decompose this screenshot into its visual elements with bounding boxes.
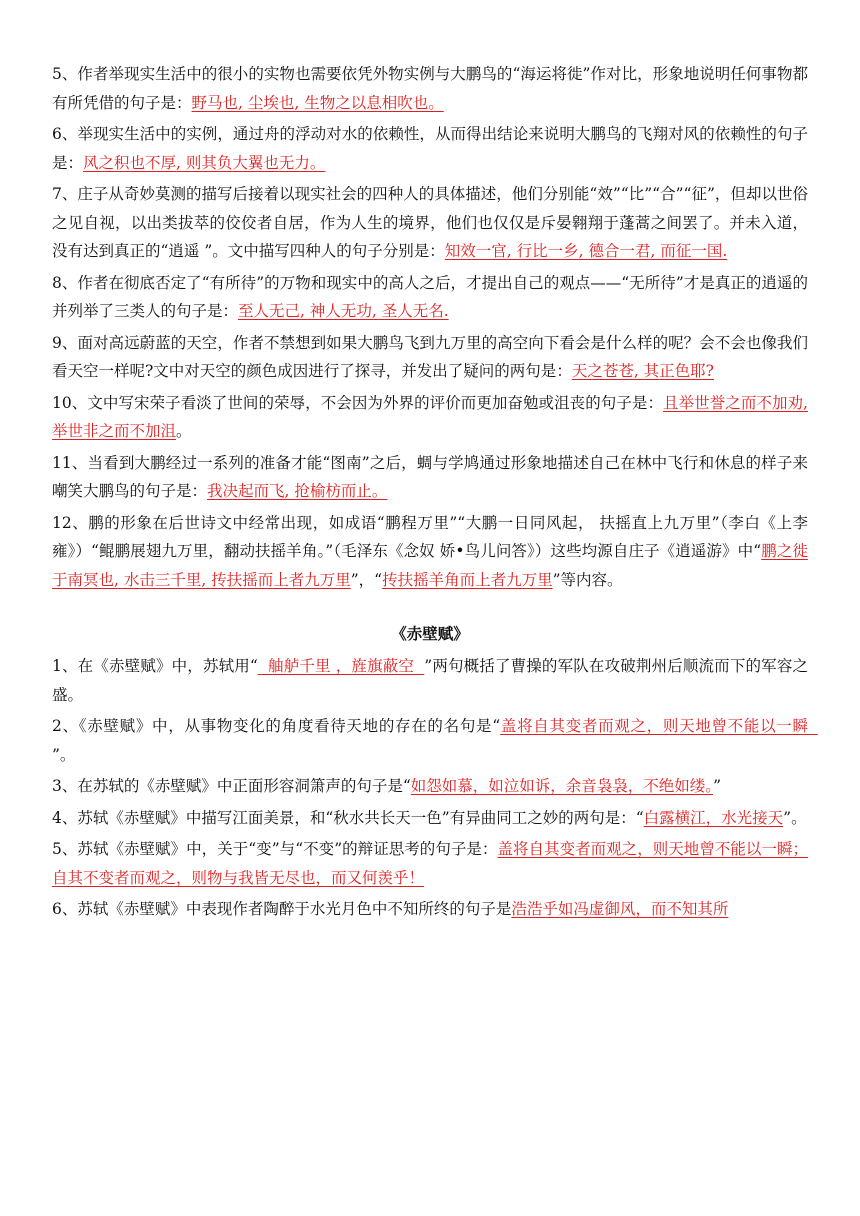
question-item bbox=[52, 835, 808, 892]
question-text: 3、在苏轼的《赤壁赋》中正面形容洞箫声的句子是“ bbox=[52, 777, 411, 795]
question-text: 6、举现实生活中的实例，通过舟的浮动对水的依赖性，从而得出结论来说明大鹏鸟的飞翔对风的依赖性的句子是： bbox=[52, 125, 808, 172]
question-text: 11、当看到大鹏经过一系列的准备才能“图南”之后，蜩与学鸠通过形象地描述自己在林中飞行和休息的样子来嘲笑大鹏鸟的句子是： bbox=[52, 453, 808, 500]
question-text: 5、作者举现实生活中的很小的实物也需要依凭外物实例与大鹏鸟的“海运将徙”作对比，形象地说明任何事物都有所凭借的句子是： bbox=[52, 65, 808, 112]
question-text: 12、鹏的形象在后世诗文中经常出现，如成语“鹏程万里”“大鹏一日同风起， 扶摇直上九万里”（李白《上李雍》）“鲲鹏展翅九万里，翻动扶摇羊角。”（毛泽东《念奴 娇•鸟儿问答》）这些均源自庄子《逍遥游》中“ bbox=[52, 513, 808, 560]
question-text: 2、《赤壁赋》中，从事物变化的角度看待天地的存在的名句是“ bbox=[52, 717, 501, 735]
question-text: 4、苏轼《赤壁赋》中描写江面美景，和“秋水共长天一色”有异曲同工之妙的两句是：“ bbox=[52, 808, 644, 827]
question-text: ”。 bbox=[783, 808, 807, 827]
question-item bbox=[52, 449, 808, 506]
question-item bbox=[52, 804, 808, 833]
question-text: ” bbox=[713, 777, 721, 795]
question-text: 8、作者在彻底否定了“有所待”的万物和现实中的高人之后，才提出自己的观点——“无所待”才是真正的逍遥的并列举了三类人的句子是： bbox=[52, 273, 808, 320]
question-item bbox=[52, 120, 808, 177]
answer-text: 我决起而飞, 抢榆枋而止。 bbox=[207, 482, 388, 500]
answer-text: 风之积也不厚, 则其负大翼也无力。 bbox=[83, 153, 326, 172]
question-text: 7、庄子从奇妙莫测的描写后接着以现实社会的四种人的具体描述，他们分别能“效”“比”“合”“征”，但却以世俗之见自视，以出类拔萃的佼佼者自居，作为人生的境界，他们也仅仅是斥晏翱翔于蓬蒿之间罢了。并未入道，没有达到真正的“逍遥 ”。文中描写四种人的句子分别是： bbox=[52, 185, 808, 260]
answer-text: 盖将自其变者而观之，则天地曾不能以一瞬；自其不变者而观之，则物与我皆无尽也，而又何羡乎！ bbox=[52, 840, 808, 887]
question-text: 。 bbox=[176, 422, 192, 440]
question-item bbox=[52, 772, 808, 801]
answer-text: 野马也, 尘埃也, 生物之以息相吹也。 bbox=[191, 93, 444, 112]
answer-text: 盖将自其变者而观之，则天地曾不能以一瞬 bbox=[500, 717, 818, 735]
question-text: 10、文中写宋荣子看淡了世间的荣辱，不会因为外界的评价而更加奋勉或沮丧的句子是： bbox=[52, 393, 664, 412]
question-item bbox=[52, 712, 818, 769]
answer-text: 白露横江，水光接天 bbox=[643, 808, 784, 827]
question-text: ”。 bbox=[52, 745, 76, 764]
answer-text: 浩浩乎如冯虚御风，而不知其所 bbox=[511, 900, 729, 918]
question-item bbox=[52, 389, 808, 446]
question-text: 5、苏轼《赤壁赋》中，关于“变”与“不变”的辩证思考的句子是： bbox=[52, 840, 498, 858]
answer-text: 抟扶摇羊角而上者九万里 bbox=[382, 570, 553, 589]
answer-text: 天之苍苍, 其正色耶? bbox=[571, 362, 714, 380]
question-text: ”两句概括了曹操的军队在攻破荆州后顺流而下的军容之盛。 bbox=[52, 657, 808, 704]
answer-text: 知效一官, 行比一乡, 德合一君, 而征一国. bbox=[444, 242, 728, 260]
section-title: 《赤壁赋》 bbox=[391, 625, 469, 643]
question-text: 1、在《赤壁赋》中，苏轼用“ bbox=[52, 657, 258, 675]
question-item bbox=[52, 652, 808, 709]
answer-text: 舳舻千里 ，旌旗蔽空 bbox=[257, 657, 425, 675]
question-item bbox=[52, 329, 808, 386]
question-text: ”，“ bbox=[350, 570, 383, 589]
question-text: ”等内容。 bbox=[552, 570, 623, 589]
question-item bbox=[52, 269, 808, 326]
answer-text: 且举世誉之而不加劝, 举世非之而不加沮 bbox=[52, 393, 808, 440]
answer-text: 如怨如慕，如泣如诉，余音袅袅，不绝如缕。 bbox=[410, 777, 714, 795]
answer-text: 至人无己, 神人无功, 圣人无名. bbox=[238, 302, 449, 320]
question-item bbox=[52, 60, 808, 117]
answer-text: 鹏之徙于南冥也, 水击三千里, 抟扶摇而上者九万里 bbox=[52, 542, 808, 589]
section-xiaoyaoyou bbox=[52, 60, 808, 594]
question-item bbox=[52, 180, 808, 266]
question-item bbox=[52, 895, 808, 924]
question-text: 6、苏轼《赤壁赋》中表现作者陶醉于水光月色中不知所终的句子是 bbox=[52, 900, 512, 918]
section-chibifu bbox=[52, 620, 818, 924]
question-text: 9、面对高远蔚蓝的天空，作者不禁想到如果大鹏鸟飞到九万里的高空向下看会是什么样的呢？会不会也像我们看天空一样呢?文中对天空的颜色成因进行了探寻，并发出了疑问的两句是： bbox=[52, 333, 808, 380]
question-item bbox=[52, 509, 808, 595]
